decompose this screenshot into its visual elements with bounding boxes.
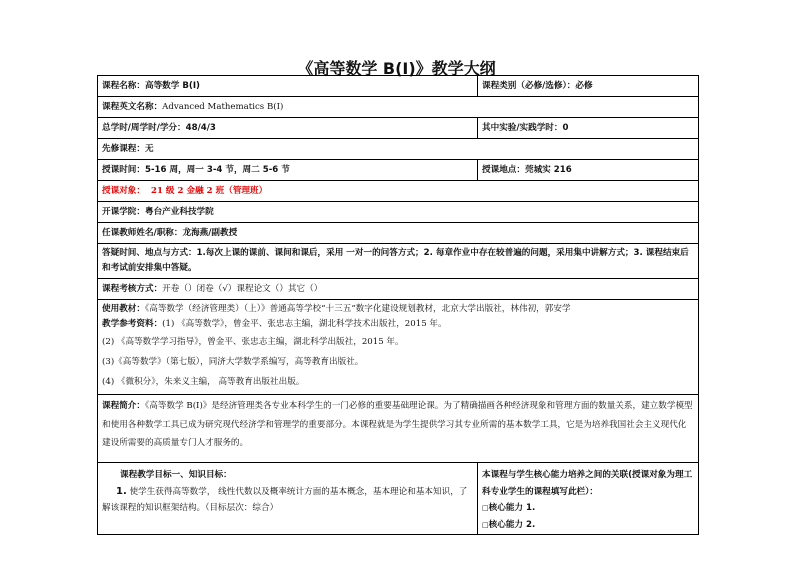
reference-item: (2) 《高等数学学习指导》，曾金平、张忠志主编，湖北科学出版社，2015 年。 <box>102 337 404 347</box>
checkbox-icon[interactable]: □ <box>482 504 489 512</box>
schedule-value: 5-16 周，周一 3-4 节，周二 5-6 节 <box>144 165 290 175</box>
english-name-value: Advanced Mathematics B(I) <box>162 102 284 112</box>
location-value: 莞城实 216 <box>524 165 572 175</box>
hours-cell <box>98 118 478 139</box>
reference-item: (1) 《高等数学》，曾金平、张忠志主编，湖北科学技术出版社，2015 年。 <box>162 319 447 329</box>
audience-value: 21 级 2 金融 2 班（管理班） <box>150 186 268 196</box>
hours-value: 48/4/3 <box>185 123 216 133</box>
reference-item: (3)《高等数学》（第七版），同济大学数学系编写，高等教育出版社。 <box>102 357 364 367</box>
location-label: 授课地点： <box>482 165 525 175</box>
references-label: 教学参考资料： <box>102 319 163 329</box>
core-ability-item <box>482 500 694 517</box>
course-type-cell <box>478 76 699 97</box>
course-name-value: 高等数学 B(I) <box>144 81 200 91</box>
reference-item: (4) 《微积分》，朱来义主编， 高等教育出版社出版。 <box>102 377 305 387</box>
audience-label: 授课对象： <box>102 186 145 196</box>
college-cell <box>98 202 699 223</box>
goal-number: 1. <box>116 485 127 497</box>
textbook-cell <box>98 300 699 395</box>
course-name-label: 课程名称： <box>102 81 145 91</box>
assessment-label: 课程考核方式： <box>102 284 163 294</box>
english-name-cell <box>98 97 699 118</box>
goal-text: 使学生获得高等数学， 线性代数以及概率统计方面的基本概念，基本理论和基本知识，了解该课程的知识框架结构。（目标层次：综合） <box>102 486 468 513</box>
teacher-label: 任课教师姓名/职称： <box>102 228 183 238</box>
prereq-cell <box>98 139 699 160</box>
intro-value: 《高等数学 B(I)》是经济管理类各专业本科学生的一门必修的重要基础理论课。为了精确描画各种经济现象和管理方面的数量关系，建立数学模型和使用各种数学工具已成为研究现代经济学和管理学的重要部分。本课程就是为学生提供学习其专业所需的基本数学工具，它是为培养我国社会主义现代化建设所需要的高质量专门人才服务的。 <box>102 401 693 448</box>
qa-label: 答疑时间、地点与方式： <box>102 248 197 258</box>
intro-label: 课程简介： <box>102 401 145 411</box>
goals-heading: 课程教学目标一、知识目标： <box>120 470 232 480</box>
location-cell <box>478 160 699 181</box>
qa-cell <box>98 244 699 279</box>
english-name-label: 课程英文名称： <box>102 102 163 112</box>
course-type-label: 课程类别（必修/选修）： <box>482 81 576 91</box>
core-ability-label: 核心能力 2. <box>488 519 536 530</box>
hours-label: 总学时/周学时/学分： <box>102 123 186 133</box>
checkbox-icon[interactable]: □ <box>482 520 489 529</box>
goals-cell <box>98 463 478 535</box>
core-ability-cell <box>478 463 699 535</box>
textbook-value: 《高等数学（经济管理类）（上）》普通高等学校“十三五”数字化建设规划教材，北京大学出版社，林伟初，郭安学 <box>144 304 571 314</box>
core-heading: 本课程与学生核心能力培养之间的关联(授课对象为理工科专业学生的课程填写此栏）： <box>482 470 693 497</box>
schedule-label: 授课时间： <box>102 165 145 175</box>
core-ability-label: 核心能力 1. <box>488 503 536 513</box>
prereq-label: 先修课程： <box>102 144 145 154</box>
lab-hours-value: 0 <box>562 123 569 133</box>
college-label: 开课学院： <box>102 207 145 217</box>
textbook-label: 使用教材： <box>102 304 145 314</box>
syllabus-table <box>97 75 699 535</box>
course-name-cell <box>98 76 478 97</box>
document-title: 《高等数学 B(I)》教学大纲 <box>297 59 496 78</box>
lab-hours-label: 其中实验/实践学时： <box>482 123 563 133</box>
college-value: 粤台产业科技学院 <box>144 207 214 217</box>
intro-cell <box>98 395 699 463</box>
assessment-cell <box>98 279 699 300</box>
lab-hours-cell <box>478 118 699 139</box>
audience-cell <box>98 181 699 202</box>
teacher-value: 龙海燕/副教授 <box>182 228 238 238</box>
prereq-value: 无 <box>144 144 154 154</box>
assessment-value: 开卷（）闭卷（√）课程论文（）其它（） <box>162 284 323 294</box>
schedule-cell <box>98 160 478 181</box>
teacher-cell <box>98 223 699 244</box>
course-type-value: 必修 <box>575 81 593 91</box>
core-ability-item <box>482 517 694 534</box>
qa-value: 1.每次上课的课前、课间和课后，采用 一对一的问答方式；2. 每章作业中存在较普遍的问题，采用集中讲解方式；3. 课程结束后和考试前安排集中答疑。 <box>102 248 689 273</box>
